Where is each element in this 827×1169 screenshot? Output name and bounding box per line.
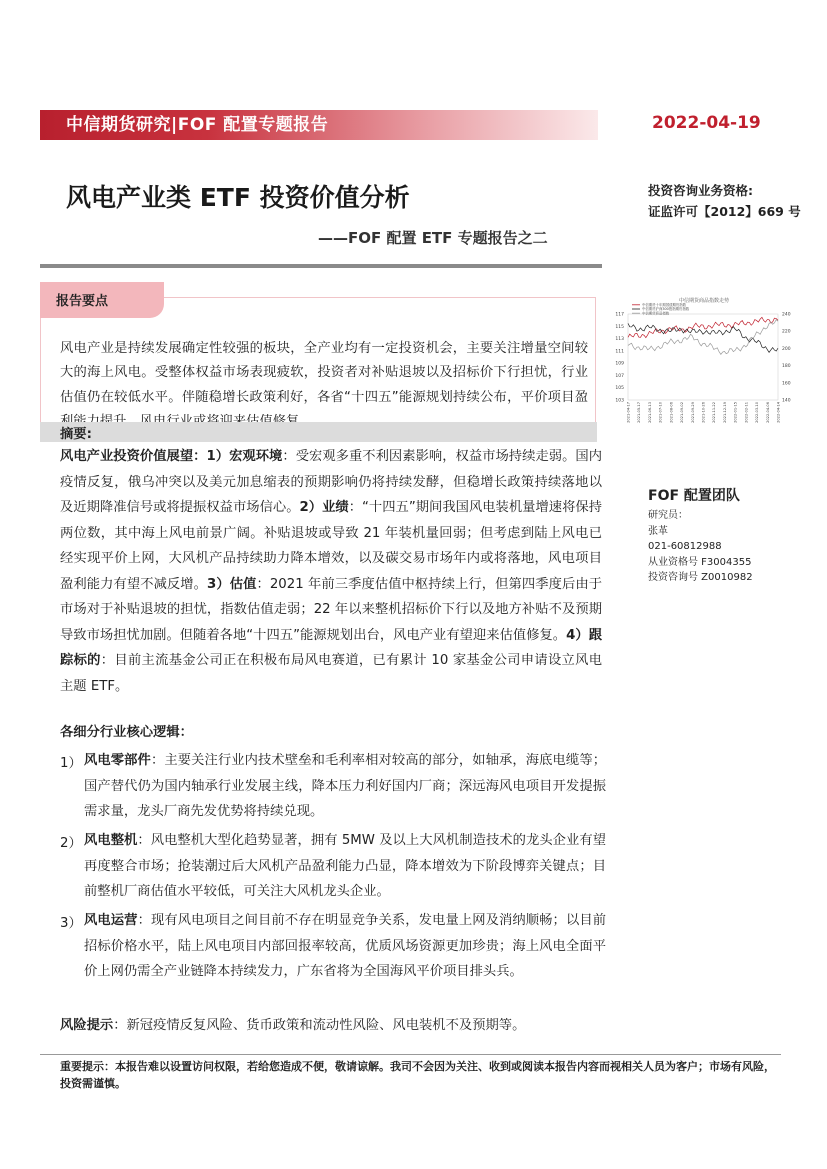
- team-member-name: 张革: [648, 525, 668, 537]
- qualification-line-1: 投资咨询业务资格:: [648, 183, 753, 198]
- chart-x-axis: [627, 401, 781, 423]
- title-divider: [40, 264, 602, 268]
- y-right-tick-label: 140: [782, 398, 791, 404]
- x-tick-label: 2022-02-11: [744, 402, 749, 423]
- core-item-2: [84, 828, 606, 905]
- outlook-valuation-heading: 3）估值: [207, 576, 257, 592]
- team-info: [648, 508, 753, 586]
- team-cert-practice: 从业资格号 F3004355: [648, 556, 752, 568]
- highlights-label: 报告要点: [56, 294, 109, 309]
- y-left-tick-label: 109: [615, 361, 624, 367]
- outlook-tracking-text: ：目前主流基金公司正在积极布局风电赛道，已有累计 10 家基金公司申请设立风电主题 ETF。: [60, 653, 602, 694]
- chart-frame: [628, 314, 778, 400]
- chart-series: [628, 317, 778, 354]
- x-tick-label: 2021-10-26: [701, 402, 706, 423]
- y-left-tick-label: 117: [615, 312, 624, 318]
- summary-label: 摘要:: [60, 427, 92, 442]
- team-role: 研究员：: [648, 510, 688, 521]
- core-item-2-number: 2）: [60, 836, 82, 851]
- y-left-tick-label: 103: [615, 398, 624, 404]
- x-tick-label: 2021-11-22: [712, 402, 717, 423]
- legend-label: 中信期货十年期国债期货指数: [642, 303, 687, 307]
- brand-title: 中信期货研究|FOF 配置专题报告: [66, 115, 329, 135]
- outlook-macro-text: ：受宏观多重不利因素影响，权益市场持续走弱。国内疫情反复，俄乌冲突以及美元加息缩表的预期影响仍将持续发酵，但稳增长政策持续落地以及近期降准信号或将提振权益市场信心。: [60, 449, 603, 515]
- report-title: 风电产业类 ETF 投资价值分析: [66, 183, 410, 212]
- x-tick-label: 2022-03-10: [755, 402, 760, 423]
- y-right-tick-label: 200: [782, 346, 791, 352]
- outlook-paragraph: [60, 444, 602, 699]
- core-item-3: [84, 908, 606, 985]
- team-phone: 021-60812988: [648, 541, 722, 552]
- x-tick-label: 2021-12-19: [722, 402, 727, 423]
- report-subtitle: ——FOF 配置 ETF 专题报告之二: [318, 229, 548, 247]
- core-item-2-text: ：风电整机大型化趋势显著，拥有 5MW 及以上大风机制造技术的龙头企业有望再度整合市场；抢装潮过后大风机产品盈利能力凸显，降本增效为下阶段博弈关键点；目前整机厂商估值水平较低，可关注大风机龙头企业。: [84, 833, 606, 899]
- summary-bar: [40, 422, 597, 442]
- y-left-tick-label: 105: [615, 386, 624, 392]
- core-item-1-number: 1）: [60, 756, 82, 771]
- chart-legend: [632, 302, 690, 315]
- outlook-earnings-heading: 2）业绩: [299, 500, 349, 515]
- y-left-tick-label: 113: [615, 337, 624, 343]
- legend-label: 中信期货商品指数: [642, 311, 670, 316]
- qualification-block: [648, 180, 801, 222]
- outlook-valuation-text: ：2021 年前三季度估值中枢持续上行，但第四季度后由于市场对于补贴退坡的担忧，指数估值走弱；22 年以来整机招标价下行以及地方补贴不及预期导致市场担忧加剧。但随着各地“十四五”能源规划出台，风电产业有望迎来估值修复。: [60, 576, 602, 643]
- y-left-tick-label: 111: [615, 349, 624, 355]
- y-right-tick-label: 160: [782, 381, 791, 387]
- core-item-1-text: ：主要关注行业内技术壁垒和毛利率相对较高的部分，如轴承，海底电缆等；国产替代仍为国内轴承行业发展主线，降本压力利好国内厂商；深远海风电项目开发提振需求量，龙头厂商先发优势将持续兑现。: [84, 753, 607, 819]
- x-tick-label: 2021-09-02: [680, 402, 685, 423]
- team-title: FOF 配置团队: [648, 488, 740, 504]
- y-right-tick-label: 180: [782, 364, 791, 370]
- highlights-text: 风电产业是持续发展确定性较强的板块，全产业均有一定投资机会，主要关注增量空间较大的海上风电。受整体权益市场表现疲软，投资者对补贴退坡以及招标价下行担忧，行业估值仍在较低水平。伴随稳增长政策利好，各省“十四五”能源规划持续公布，平价项目盈: [60, 341, 588, 405]
- chart-y-right-axis: [782, 312, 791, 404]
- chart-y-left-axis: [615, 312, 624, 404]
- risk-label: 风险提示: [60, 1018, 114, 1033]
- y-left-tick-label: 115: [615, 324, 624, 330]
- report-date: 2022-04-19: [652, 113, 761, 133]
- outlook-macro-heading: 1）宏观环境: [206, 449, 283, 464]
- x-tick-label: 2022-04-06: [765, 402, 770, 423]
- legend-label: 中信期货沪深300股指期货指数: [642, 307, 690, 312]
- core-item-3-number: 3）: [60, 916, 82, 931]
- commodity-index-chart: [604, 296, 804, 426]
- risk-warning: [60, 1016, 525, 1036]
- x-tick-label: 2021-09-29: [690, 402, 695, 423]
- series-line: [628, 323, 778, 352]
- x-tick-label: 2021-07-10: [658, 402, 663, 423]
- x-tick-label: 2021-05-17: [637, 402, 642, 423]
- outlook-earnings-text: ：“十四五”期间我国风电装机量增速将保持两位数，其中海上风电前景广阔。补贴退坡或导致 21 年装机量回弱；但考虑到陆上风电已经实现平价上网，大风机产品持续助力降本增效，以及碳交易市场年内或将落地，风电项目盈利能力有望不减反增。: [60, 500, 602, 592]
- core-item-1: [84, 748, 606, 825]
- x-tick-label: 2021-08-06: [669, 402, 674, 423]
- core-item-2-heading: 风电整机: [84, 833, 138, 848]
- core-item-1-heading: 风电零部件: [84, 753, 151, 768]
- core-item-3-heading: 风电运营: [84, 913, 138, 928]
- core-logic-heading: 各细分行业核心逻辑：: [60, 725, 193, 740]
- y-left-tick-label: 107: [615, 373, 624, 379]
- outlook-heading: 风电产业投资价值展望：: [60, 449, 207, 464]
- x-tick-label: 2021-04-17: [626, 402, 631, 423]
- x-tick-label: 2021-06-13: [647, 402, 652, 423]
- qualification-line-2: 证监许可【2012】669 号: [648, 204, 801, 219]
- x-tick-label: 2022-01-15: [733, 402, 738, 423]
- team-cert-advisory: 投资咨询号 Z0010982: [648, 572, 753, 583]
- chart-title: 中信期货商品指数走势: [678, 298, 730, 304]
- core-item-3-text: ：现有风电项目之间目前不存在明显竞争关系，发电量上网及消纳顺畅；以目前招标价格水平，陆上风电项目内部回报率较高，优质风场资源更加珍贵；海上风电全面平价上网仍需全产业链降本持续发力，广东省将为全国海风平价项目排头兵。: [84, 913, 607, 979]
- outlook-tracking-heading: 4）跟踪标的: [60, 627, 602, 668]
- x-tick-label: 2022-04-14: [776, 402, 781, 423]
- footer-notice: 重要提示：本报告难以设置访问权限，若给您造成不便，敬请谅解。我司不会因为关注、收到或阅读本报告内容而视相关人员为客户；市场有风险，投资需谨慎。: [60, 1060, 775, 1090]
- footer-divider: [40, 1054, 781, 1055]
- y-right-tick-label: 240: [782, 312, 791, 318]
- y-right-tick-label: 220: [782, 329, 791, 335]
- risk-text: ：新冠疫情反复风险、货币政策和流动性风险、风电装机不及预期等。: [113, 1018, 526, 1033]
